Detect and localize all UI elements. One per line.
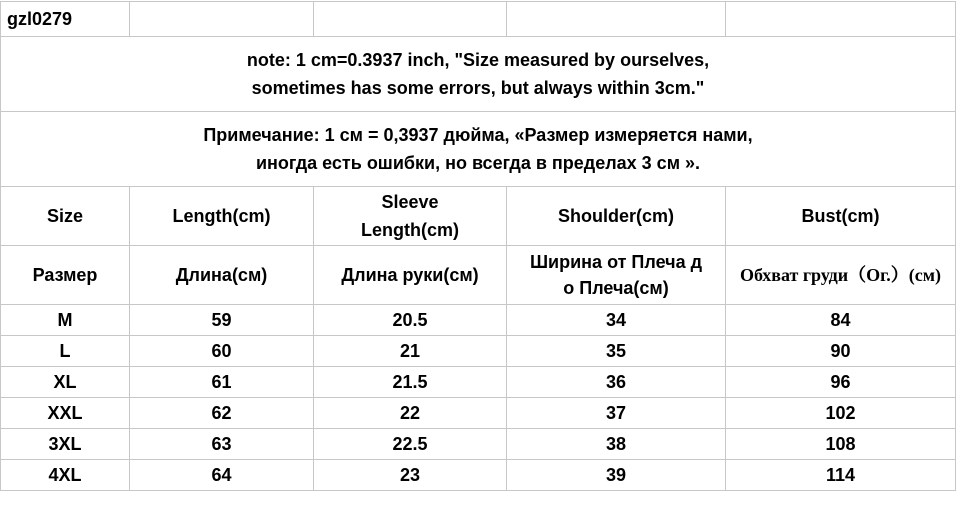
table-row: [1, 305, 956, 336]
header-sleeve-line-1: Sleeve: [381, 192, 439, 212]
length-cell: 64: [130, 460, 314, 491]
header-english-row: [1, 187, 956, 246]
sleeve-cell: 22: [314, 398, 507, 429]
sleeve-cell: 20.5: [314, 305, 507, 336]
sleeve-cell: 22.5: [314, 429, 507, 460]
note-english-line-2: sometimes has some errors, but always within 3cm.": [251, 78, 705, 98]
sleeve-cell: 21: [314, 336, 507, 367]
header-shoulder-ru: [507, 246, 726, 305]
note-russian-row: [1, 112, 956, 187]
header-shoulder: Shoulder(cm): [507, 187, 726, 246]
size-cell: 3XL: [1, 429, 130, 460]
sleeve-cell: 23: [314, 460, 507, 491]
note-english-row: [1, 37, 956, 112]
empty-cell: [507, 2, 726, 37]
length-cell: 61: [130, 367, 314, 398]
table-row: [1, 398, 956, 429]
bust-cell: 108: [726, 429, 956, 460]
size-cell: XL: [1, 367, 130, 398]
note-russian: [1, 112, 956, 187]
note-russian-line-2: иногда есть ошибки, но всегда в пределах 3 см ».: [255, 153, 701, 173]
note-english-line-1: note: 1 cm=0.3937 inch, "Size measured by ourselves,: [246, 50, 710, 70]
shoulder-cell: 36: [507, 367, 726, 398]
size-chart-table: [0, 1, 956, 491]
header-sleeve-line-2: Length(cm): [361, 220, 459, 240]
shoulder-cell: 35: [507, 336, 726, 367]
shoulder-cell: 39: [507, 460, 726, 491]
header-russian-row: [1, 246, 956, 305]
bust-cell: 102: [726, 398, 956, 429]
bust-cell: 84: [726, 305, 956, 336]
bust-cell: 114: [726, 460, 956, 491]
table-row: [1, 460, 956, 491]
length-cell: 62: [130, 398, 314, 429]
empty-cell: [130, 2, 314, 37]
size-cell: L: [1, 336, 130, 367]
note-english: [1, 37, 956, 112]
header-sleeve-length: [314, 187, 507, 246]
length-cell: 60: [130, 336, 314, 367]
size-cell: 4XL: [1, 460, 130, 491]
header-length: Length(cm): [130, 187, 314, 246]
size-cell: XXL: [1, 398, 130, 429]
header-shoulder-ru-line-2: о Плеча(см): [563, 278, 669, 298]
header-shoulder-ru-line-1: Ширина от Плеча д: [529, 252, 703, 272]
header-bust: Bust(cm): [726, 187, 956, 246]
note-russian-line-1: Примечание: 1 см = 0,3937 дюйма, «Размер измеряется нами,: [203, 125, 753, 145]
header-length-ru: Длина(см): [130, 246, 314, 305]
header-bust-ru: Обхват груди（Ог.）(см): [726, 246, 956, 305]
empty-cell: [726, 2, 956, 37]
empty-cell: [314, 2, 507, 37]
shoulder-cell: 37: [507, 398, 726, 429]
header-size-ru: Размер: [1, 246, 130, 305]
table-row: [1, 367, 956, 398]
table-row: [1, 429, 956, 460]
length-cell: 59: [130, 305, 314, 336]
product-code: gzl0279: [1, 2, 130, 37]
bust-cell: 90: [726, 336, 956, 367]
table-row: [1, 336, 956, 367]
product-code-row: [1, 2, 956, 37]
shoulder-cell: 34: [507, 305, 726, 336]
shoulder-cell: 38: [507, 429, 726, 460]
size-cell: M: [1, 305, 130, 336]
sleeve-cell: 21.5: [314, 367, 507, 398]
header-size: Size: [1, 187, 130, 246]
bust-cell: 96: [726, 367, 956, 398]
header-sleeve-ru: Длина руки(см): [314, 246, 507, 305]
length-cell: 63: [130, 429, 314, 460]
